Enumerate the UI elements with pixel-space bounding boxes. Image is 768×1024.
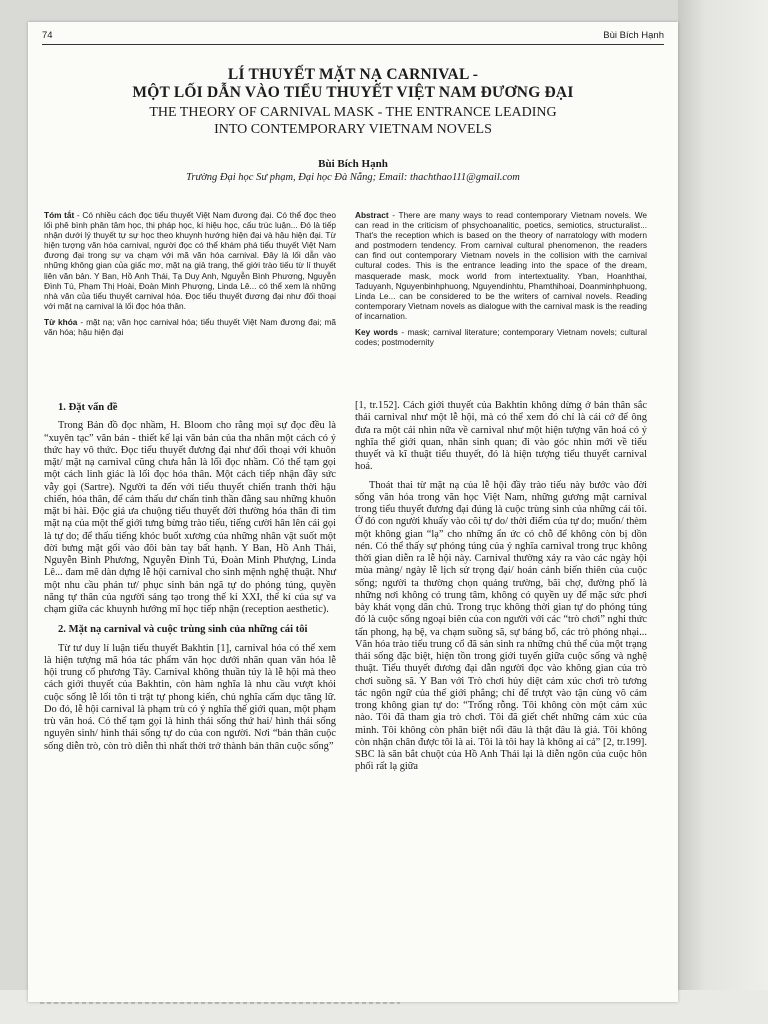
scan-right-margin <box>678 0 768 1024</box>
author-affiliation: Trường Đại học Sư phạm, Đại học Đà Nẵng; Email: thachthao111@gmail.com <box>186 172 520 183</box>
abstract-vn-text: - Có nhiều cách đọc tiểu thuyết Việt Nam đương đại. Có thể đọc theo lối phê bình phân tâm học, thi pháp học, kí hiệu học, cấu trúc luận... Đó là tiếp nhận dưới lý thuyết tự sự học theo khuynh hướng hiện đại và hậu hiện đại. Từ hiện tượng văn hóa carnival, người đọc có thể khám phá tiểu thuyết Việt Nam đương đại trong sự va chạm với mã văn hóa carnival. Đây là lối dẫn vào những không gian của giấc mơ, mặt nạ giả trang, thế giới trào tiếu từ lí thuyết liên văn bản. Y Ban, Hồ Anh Thái, Tạ Duy Anh, Nguyễn Bình Phương, Nguyễn Đình Tú, Phạm Thị Hoài, Đoàn Minh Phượng, Linda Lê... có thể xem là những nhà văn của tiểu thuyết carnival hóa. Đọc tiểu thuyết đương đại như đối thoại với mặt nạ carnival là lối đọc hóa thân. <box>44 210 336 311</box>
keywords-en-text: - mask; carnival literature; contemporary Vietnam novels; cultural codes; postmodernity <box>355 327 647 348</box>
abstract-vietnamese <box>44 210 336 343</box>
author-name: Bùi Bích Hạnh <box>318 158 388 170</box>
section-2-paragraph: Từ tư duy lí luận tiểu thuyết Bakhtin [1], carnival hóa có thể xem là hiện tượng mã hóa tác phẩm văn học dưới nhãn quan văn hóa lễ hội trung cổ phương Tây. Carnival không thuần túy là lễ hội mà theo cách giới thuyết của Bakhtin, còn hàm nghĩa là nhu cầu vượt khỏi cuộc sống lễ lối tôn ti trật tự phong kiến, chủ nghĩa cấm dục tăng lữ. Do đó, lễ hội carnival là phạm trù có ý nghĩa thế giới quan, một phạm trù văn hoá. Có thể tạm gọi là hình thái sống thứ hai/ hình thái sống nguyên sinh/ hình thái sống tự do của con người. Nơi “bản thân cuộc sống diễn trò, còn trò diễn thì nhất thời trở thành bản thân cuộc sống” <box>44 642 336 752</box>
title-en-line-1: THE THEORY OF CARNIVAL MASK - THE ENTRANCE LEADING <box>149 105 557 120</box>
keywords-vn-label: Từ khóa <box>44 316 78 327</box>
body-column-right <box>355 400 647 774</box>
keywords-vn-text: - mặt nạ; văn học carnival hóa; tiểu thuyết Việt Nam đương đại; mã văn hóa; hậu hiện đại <box>44 316 337 338</box>
right-paragraph-2: Thoát thai từ mặt nạ của lễ hội đầy trào tiếu này bước vào đời sống văn hóa trong văn học Việt Nam, những gương mặt carnival trong tiểu thuyết đương đại đúng là cuộc trùng sinh của những cái tôi. Ở đó con người khuấy vào cõi tự do/ thời điểm của tự do; muốn/ thèm một không gian “lạ” cho những ẩn ức có chỗ để không còn bị dồn nén. Có thể thấy sự phóng túng của ý nghĩa carnival trong trục không thời gian diễn ra lễ hội này. Carnival thường xảy ra vào các ngày hội mùa màng/ ngày lễ lịch sử trọng đại/ hoán cảnh biến thiên của cuộc sống; người ta thường chọn quảng trường, bãi chợ, đường phố là những nơi không có trung tâm, không có quyền uy để mặc sức phơi bày khát vọng dân chủ. Trong trục không thời gian tự do phóng túng đó là cuộc sống ngoại biên của con người với các “trò chơi” nghi thức tấn phong, hạ bệ, va chạm suồng sã, sự báng bổ, các trò phóng nhại... Văn hóa trào tiếu trung cổ đã sản sinh ra những chủ thể của một trạng thái sống đặc biệt, hiện tồn trong giới tuyến giữa cuộc sống và nghệ thuật. Tiểu thuyết đương đại dẫn người đọc vào không gian của trò chơi suồng sã. Y Ban với Trò chơi hủy diệt cảm xúc chơi trò tương tác ngôn ngữ của thế giới phẳng; chỉ để trượt vào tận cùng vô cảm trong không gian tự do: “Trống rỗng. Tôi không còn một cảm xúc nào. Tôi đã tham gia trò chơi. Tôi đã giết chết những cảm xúc của mình. Tôi không còn phân biệt nổi đâu là thật đâu là giả. Tôi không còn nhận chân được tôi là ai. Tôi là tôi hay là không ai cả” [2, tr.199]. SBC là săn bắt chuột của Hồ Anh Thái lại là diễn ngôn của cuộc hôn phối rất lạ giữa <box>355 479 647 773</box>
section-1-paragraph: Trong Bản đồ đọc nhầm, H. Bloom cho rằng mọi sự đọc đều là “xuyên tạc” văn bản - thiết kế lại văn bản của tha nhân một cách có ý thức hay vô thức. Đọc tiểu thuyết đương đại như đối thoại với khuôn mặt/ mặt nạ carnival cũng chưa hẳn là lối đọc nhầm. Có thể tạm gọi một cách linh giác là lối đọc hóa thân. Một cách tiếp nhận đầy sức vẫy gọi (Sartre). Người ta đến với tiểu thuyết chiến tranh thời hậu chiến, hóa thân, để cảm thấu dư chấn tinh thần đằng sau những khuôn mặt bi hài. Độc giả ưa chuộng tiểu thuyết đời thường hóa thân đi tìm mặt nạ của một thế giới tưng bừng trào tiếu, tiếng cười hân lên cái gọi là tự do; để thấu tiếng khóc buốt xương của những nhân vật suốt một đời bưng mặt gối vào đôi bàn tay bất hạnh. Y Ban, Hồ Anh Thái, Nguyễn Bình Phương, Nguyễn Đình Tú, Đoàn Minh Phượng, Linda Lê... đam mê dàn dựng lễ hội carnival cho sinh mệnh nghệ thuật. Như một nhu cầu phản tư/ phục sinh bản ngã tự do phóng túng, quyền năng tự thân của người sáng tạo trong thế kỉ XXI, thể kí của sự va chạm giữa các khuynh hướng mĩ học tiếp nhận (reception aesthetic). <box>44 420 336 615</box>
title-vn-line-2: MỘT LỐI DẪN VÀO TIỂU THUYẾT VIỆT NAM ĐƯƠNG ĐẠI <box>132 84 574 101</box>
title-en-line-2: INTO CONTEMPORARY VIETNAM NOVELS <box>214 122 492 137</box>
page-number: 74 <box>42 30 53 41</box>
keywords-en-label: Key words <box>355 327 399 338</box>
running-author: Bùi Bích Hạnh <box>603 30 664 41</box>
running-header <box>42 30 664 45</box>
paper-page <box>28 22 678 1002</box>
body-column-left <box>44 402 336 753</box>
abstract-english <box>355 210 647 353</box>
section-2-heading: 2. Mặt nạ carnival và cuộc trùng sinh của những cái tôi <box>58 624 308 636</box>
abstract-en-label: Abstract <box>355 210 389 220</box>
title-vn-line-1: LÍ THUYẾT MẶT NẠ CARNIVAL - <box>227 66 479 83</box>
title-block <box>42 66 664 183</box>
abstract-vn-label: Tóm tắt <box>44 210 75 220</box>
section-1-heading: 1. Đặt vấn đề <box>58 402 118 413</box>
right-paragraph-1: [1, tr.152]. Cách giới thuyết của Bakhtin không dừng ở bản thân sắc thái carnival như một lễ hội, mà có thể xem đó chỉ là cái cớ để ông đưa ra một cái nhìn nữa về carnival như một hiện tượng văn hoá có ý nghĩa thế giới quan, nhân sinh quan; đi vào góc nhìn mới về tiểu thuyết và kĩ thuật tiểu thuyết, đó là hiện tượng tiểu thuyết carnival hoá. <box>355 400 647 473</box>
abstract-en-text: - There are many ways to read contemporary Vietnam novels. We can read in the criticism of phsychoanalitic, poetics, semiotics, structuralist... That's the reception which is based on the theory of narratology with modern and postmodern tendency. From carnival cultural phenomenon, the readers can find out contemporary Vietnam novels in the collision with the carnival cultural codes. This is the entrance leading into the space of the dream, masquerade mask, mock world from intertextuality. Yban, Hoanhthai, Taduyanh, Nguyenbinhphuong, Nguyendinhtu, Phamthihoai, Doanminhphuong, Linda Le... can be considered to be the writers of carnival novels. Reading contemporary Vietnam novels as dialogue with the carnival mask is the reading of incarnation. <box>355 210 647 321</box>
